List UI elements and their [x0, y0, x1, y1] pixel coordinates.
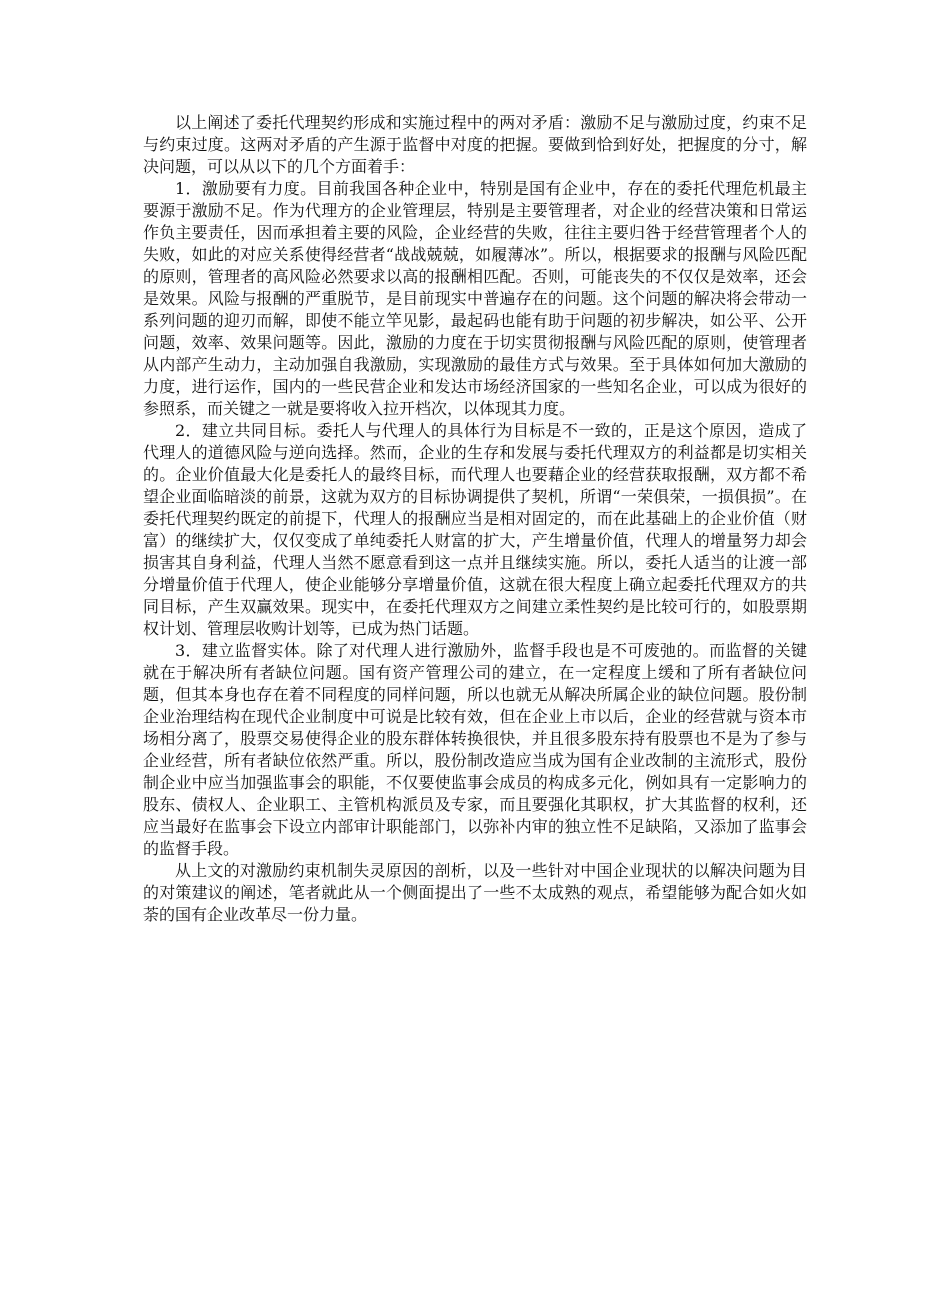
paragraph-intro: 以上阐述了委托代理契约形成和实施过程中的两对矛盾：激励不足与激励过度，约束不足与约束过度。这两对矛盾的产生源于监督中对度的把握。要做到恰到好处，把握度的分寸，解决问题，可以从以下的几个方面着手： [143, 113, 807, 176]
paragraph-conclusion: 从上文的对激励约束机制失灵原因的剖析，以及一些针对中国企业现状的以解决问题为目的对策建议的阐述，笔者就此从一个侧面提出了一些不太成熟的观点，希望能够为配合如火如荼的国有企业改革尽一份力量。 [143, 861, 807, 924]
document-body [143, 112, 807, 926]
paragraph-supervision-entity: 3．建立监督实体。除了对代理人进行激励外，监督手段也是不可废弛的。而监督的关键就在于解决所有者缺位问题。国有资产管理公司的建立，在一定程度上缓和了所有者缺位问题，但其本身也存在着不同程度的同样问题，所以也就无从解决所属企业的缺位问题。股份制企业治理结构在现代企业制度中可说是比较有效，但在企业上市以后，企业的经营就与资本市场相分离了，股票交易使得企业的股东群体转换很快，并且很多股东持有股票也不是为了参与企业经营，所有者缺位依然严重。所以，股份制改造应当成为国有企业改制的主流形式，股份制企业中应当加强监事会的职能，不仅要使监事会成员的构成多元化，例如具有一定影响力的股东、债权人、企业职工、主管机构派员及专家，而且要强化其职权，扩大其监督的权利，还应当最好在监事会下设立内部审计职能部门，以弥补内审的独立性不足缺陷，又添加了监事会的监督手段。 [143, 641, 807, 858]
paragraph-incentive-strength: 1．激励要有力度。目前我国各种企业中，特别是国有企业中，存在的委托代理危机最主要源于激励不足。作为代理方的企业管理层，特别是主要管理者，对企业的经营决策和日常运作负主要责任，因而承担着主要的风险，企业经营的失败，往往主要归咎于经营管理者个人的失败，如此的对应关系使得经营者“战战兢兢，如履薄冰”。所以，根据要求的报酬与风险匹配的原则，管理者的高风险必然要求以高的报酬相匹配。否则，可能丧失的不仅仅是效率，还会是效果。风险与报酬的严重脱节，是目前现实中普遍存在的问题。这个问题的解决将会带动一系列问题的迎刃而解，即使不能立竿见影，最起码也能有助于问题的初步解决，如公平、公开问题，效率、效果问题等。因此，激励的力度在于切实贯彻报酬与风险匹配的原则，使管理者从内部产生动力，主动加强自我激励，实现激励的最佳方式与效果。至于具体如何加大激励的力度，进行运作，国内的一些民营企业和发达市场经济国家的一些知名企业，可以成为很好的参照系，而关键之一就是要将收入拉开档次，以体现其力度。 [143, 179, 807, 418]
paragraph-common-goal: 2．建立共同目标。委托人与代理人的具体行为目标是不一致的，正是这个原因，造成了代理人的道德风险与逆向选择。然而，企业的生存和发展与委托代理双方的利益都是切实相关的。企业价值最大化是委托人的最终目标，而代理人也要藉企业的经营获取报酬，双方都不希望企业面临暗淡的前景，这就为双方的目标协调提供了契机，所谓“一荣俱荣，一损俱损”。在委托代理契约既定的前提下，代理人的报酬应当是相对固定的，而在此基础上的企业价值（财富）的继续扩大，仅仅变成了单纯委托人财富的扩大，产生增量价值，代理人的增量努力却会损害其自身利益，代理人当然不愿意看到这一点并且继续实施。所以，委托人适当的让渡一部分增量价值于代理人，使企业能够分享增量价值，这就在很大程度上确立起委托代理双方的共同目标，产生双赢效果。现实中，在委托代理双方之间建立柔性契约是比较可行的，如股票期权计划、管理层收购计划等，已成为热门话题。 [143, 421, 807, 638]
